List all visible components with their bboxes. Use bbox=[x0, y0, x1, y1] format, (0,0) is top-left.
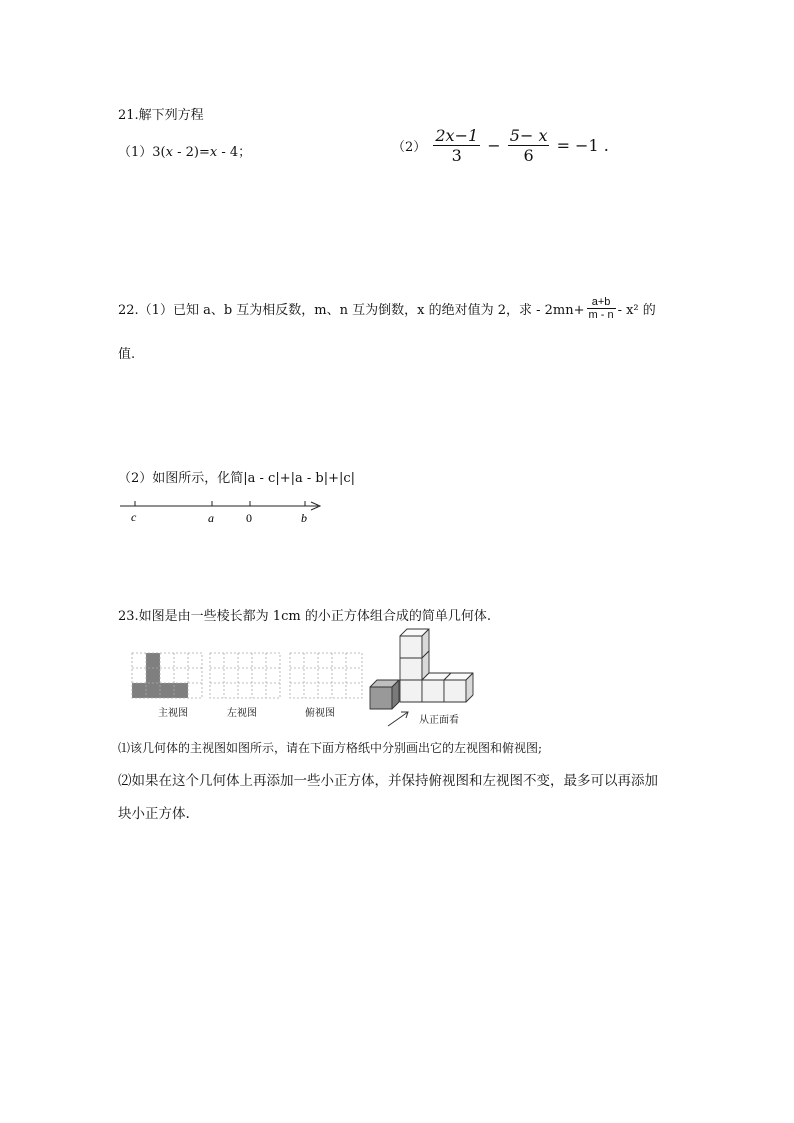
fraction-1: $\frac{2x-1}{3}$ bbox=[435, 126, 479, 165]
q22-line2: 值. bbox=[118, 347, 136, 362]
q22-part2: （2）如图所示，化简|a - c|+|a - b|+|c| bbox=[118, 471, 356, 486]
caption-left-view: 左视图 bbox=[227, 708, 257, 719]
label-b: b bbox=[301, 511, 307, 525]
q23-sub1: ⑴该几何体的主视图如图所示，请在下面方格纸中分别画出它的左视图和俯视图; bbox=[118, 741, 543, 755]
left-view-grid[interactable] bbox=[206, 652, 282, 700]
front-view-grid bbox=[128, 652, 204, 700]
shaded-cell bbox=[146, 683, 160, 698]
q21-title: 21.解下列方程 bbox=[118, 108, 204, 123]
top-view-grid[interactable] bbox=[286, 652, 364, 700]
q23-sub2-line1: ⑵如果在这个几何体上再添加一些小正方体，并保持俯视图和左视图不变，最多可以再添加 bbox=[118, 773, 658, 789]
q22-line1: 22.（1）已知 a、b 互为相反数，m、n 互为倒数，x 的绝对值为 2，求 - 2mn+ $\frac{a+b}{m - n}$ - x² 的 bbox=[118, 296, 656, 321]
number-line bbox=[118, 496, 338, 528]
fraction-2: $\frac{5- x}{6}$ bbox=[509, 126, 548, 165]
view-direction-arrow bbox=[388, 712, 408, 726]
fraction-ab: $\frac{a+b}{m - n}$ bbox=[588, 296, 614, 321]
shaded-cell bbox=[146, 653, 160, 668]
q23-sub2-line2: 块小正方体. bbox=[118, 806, 190, 822]
q21-part2: （2） $\frac{2x-1}{3}$ − $\frac{5- x}{6}$ = −1 . bbox=[392, 126, 609, 165]
shaded-cell bbox=[146, 668, 160, 683]
caption-front-view: 主视图 bbox=[158, 708, 188, 719]
caption-top-view: 俯视图 bbox=[305, 708, 335, 719]
q21-part1: （1）3(x - 2)=x - 4； bbox=[118, 145, 252, 160]
q23-title: 23.如图是由一些棱长都为 1cm 的小正方体组合成的简单几何体. bbox=[118, 609, 491, 624]
label-a: a bbox=[208, 511, 214, 525]
caption-view-direction: 从正面看 bbox=[419, 715, 459, 726]
shaded-cell bbox=[174, 683, 188, 698]
shaded-cell bbox=[132, 683, 146, 698]
label-0: 0 bbox=[246, 511, 252, 525]
shaded-cell bbox=[160, 683, 174, 698]
label-c: c bbox=[131, 510, 137, 524]
